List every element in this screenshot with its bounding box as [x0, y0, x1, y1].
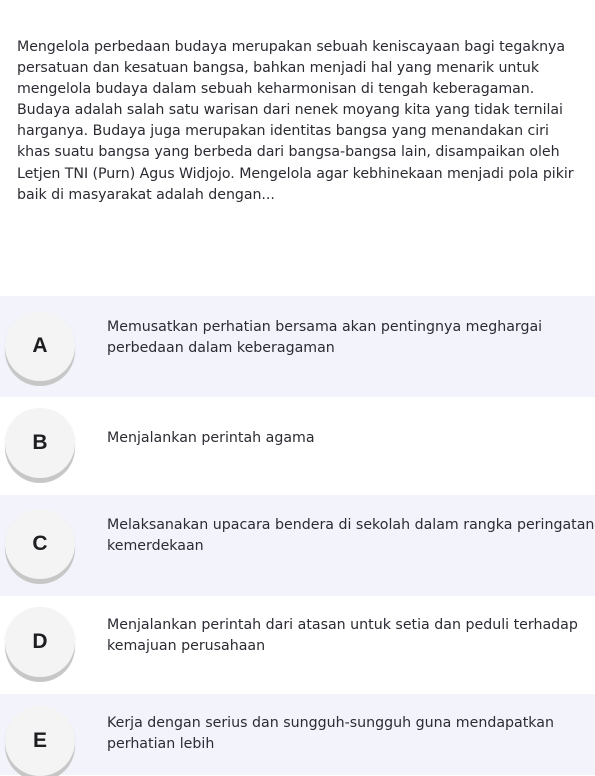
- option-d[interactable]: [0, 596, 595, 694]
- option-letter-badge: D: [5, 607, 75, 677]
- option-letter-badge: C: [5, 509, 75, 579]
- question-text: Mengelola perbedaan budaya merupakan sebuah keniscayaan bagi tegaknya persatuan dan kesatuan bangsa, bahkan menjadi hal yang menarik untuk mengelola budaya dalam sebuah keharmonisan di tengah keberagaman. Budaya adalah salah satu warisan dari nenek moyang kita yang tidak ternilai harganya. Budaya juga merupakan identitas bangsa yang menandakan ciri khas suatu bangsa yang berbeda dari bangsa-bangsa lain, disampaikan oleh Letjen TNI (Purn) Agus Widjojo. Mengelola agar kebhinekaan menjadi pola pikir baik di masyarakat adalah dengan...: [17, 39, 574, 203]
- option-c[interactable]: [0, 495, 595, 596]
- option-letter-badge: B: [5, 408, 75, 478]
- option-text: Melaksanakan upacara bendera di sekolah dalam rangka peringatan kemerdekaan: [107, 517, 595, 554]
- option-b[interactable]: [0, 397, 595, 495]
- option-text: Kerja dengan serius dan sungguh-sungguh guna mendapatkan perhatian lebih: [107, 715, 554, 752]
- option-a[interactable]: [0, 296, 595, 397]
- option-letter-badge: E: [5, 706, 75, 776]
- option-text: Memusatkan perhatian bersama akan pentingnya meghargai perbedaan dalam keberagaman: [107, 319, 543, 356]
- option-text: Menjalankan perintah agama: [107, 430, 315, 446]
- option-letter-badge: A: [5, 311, 75, 381]
- option-e[interactable]: [0, 694, 595, 775]
- answer-options: [0, 296, 595, 775]
- option-text: Menjalankan perintah dari atasan untuk setia dan peduli terhadap kemajuan perusahaan: [107, 617, 578, 654]
